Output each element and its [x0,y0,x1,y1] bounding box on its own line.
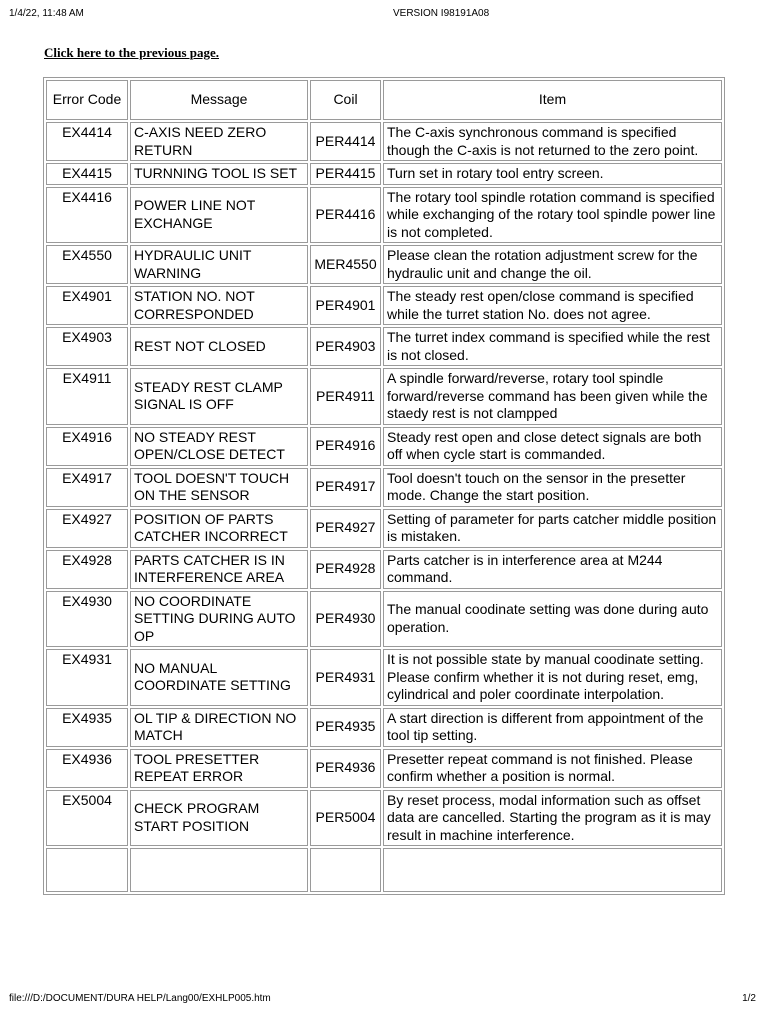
message-cell: REST NOT CLOSED [130,327,308,366]
error-code-cell: EX4928 [46,550,128,589]
coil-cell: PER4414 [310,122,381,161]
item-cell: Setting of parameter for parts catcher middle position is mistaken. [383,509,722,548]
table-row [46,749,722,788]
message-cell: NO MANUAL COORDINATE SETTING [130,649,308,706]
item-cell: The steady rest open/close command is specified while the turret station No. does not agree. [383,286,722,325]
item-cell: Steady rest open and close detect signals are both off when cycle start is commanded. [383,427,722,466]
table-row [46,368,722,425]
coil-cell: PER4931 [310,649,381,706]
item-cell: A start direction is different from appointment of the tool tip setting. [383,708,722,747]
error-table-container [43,77,725,987]
item-cell: The manual coodinate setting was done during auto operation. [383,591,722,648]
error-code-cell: EX5004 [46,790,128,847]
header-message: Message [130,80,308,120]
coil-cell: PER4415 [310,163,381,185]
table-row [46,468,722,507]
item-cell: The C-axis synchronous command is specified though the C-axis is not returned to the zero point. [383,122,722,161]
message-cell: STATION NO. NOT CORRESPONDED [130,286,308,325]
item-cell: Turn set in rotary tool entry screen. [383,163,722,185]
error-code-cell: EX4927 [46,509,128,548]
table-row [46,790,722,847]
print-header [9,8,756,22]
header-error-code: Error Code [46,80,128,120]
coil-cell: PER4916 [310,427,381,466]
message-cell: POSITION OF PARTS CATCHER INCORRECT [130,509,308,548]
table-row-continuation [46,848,722,892]
message-cell: TOOL PRESETTER REPEAT ERROR [130,749,308,788]
coil-cell: PER4911 [310,368,381,425]
error-code-cell: EX4911 [46,368,128,425]
page-number: 1/2 [742,993,756,1004]
message-cell: C-AXIS NEED ZERO RETURN [130,122,308,161]
error-code-cell: EX4916 [46,427,128,466]
file-path: file:///D:/DOCUMENT/DURA HELP/Lang00/EXHLP005.htm [9,993,271,1004]
message-cell: POWER LINE NOT EXCHANGE [130,187,308,244]
message-cell: STEADY REST CLAMP SIGNAL IS OFF [130,368,308,425]
coil-cell: PER4927 [310,509,381,548]
item-cell: It is not possible state by manual coodinate setting. Please confirm whether it is not during reset, emg, cylindrical and poler coordinate interpolation. [383,649,722,706]
error-code-cell: EX4550 [46,245,128,284]
coil-cell: PER4901 [310,286,381,325]
header-item: Item [383,80,722,120]
error-code-table [43,77,725,895]
table-row [46,327,722,366]
table-row [46,286,722,325]
table-row [46,427,722,466]
table-row [46,708,722,747]
item-cell: Parts catcher is in interference area at M244 command. [383,550,722,589]
coil-cell: PER4903 [310,327,381,366]
table-header-row [46,80,722,120]
table-row [46,649,722,706]
empty-cell [46,848,128,892]
coil-cell: PER4928 [310,550,381,589]
print-datetime: 1/4/22, 11:48 AM [9,8,84,19]
empty-cell [383,848,722,892]
empty-cell [130,848,308,892]
table-row [46,550,722,589]
item-cell: The rotary tool spindle rotation command is specified while exchanging of the rotary tool spindle power line is not completed. [383,187,722,244]
message-cell: CHECK PROGRAM START POSITION [130,790,308,847]
coil-cell: PER5004 [310,790,381,847]
message-cell: TURNNING TOOL IS SET [130,163,308,185]
item-cell: Tool doesn't touch on the sensor in the presetter mode. Change the start position. [383,468,722,507]
table-row [46,509,722,548]
coil-cell: PER4416 [310,187,381,244]
table-body [46,122,722,892]
table-row [46,122,722,161]
error-code-cell: EX4901 [46,286,128,325]
error-code-cell: EX4416 [46,187,128,244]
error-code-cell: EX4931 [46,649,128,706]
error-code-cell: EX4414 [46,122,128,161]
coil-cell: PER4935 [310,708,381,747]
message-cell: OL TIP & DIRECTION NO MATCH [130,708,308,747]
error-code-cell: EX4917 [46,468,128,507]
item-cell: The turret index command is specified while the rest is not closed. [383,327,722,366]
item-cell: By reset process, modal information such as offset data are cancelled. Starting the program as it is may result in machine interference. [383,790,722,847]
item-cell: A spindle forward/reverse, rotary tool spindle forward/reverse command has been given while the staedy rest is not clampped [383,368,722,425]
table-row [46,245,722,284]
table-row [46,187,722,244]
coil-cell: PER4917 [310,468,381,507]
error-code-cell: EX4903 [46,327,128,366]
error-code-cell: EX4415 [46,163,128,185]
coil-cell: MER4550 [310,245,381,284]
previous-page-link[interactable]: Click here to the previous page. [44,45,220,60]
error-code-cell: EX4935 [46,708,128,747]
message-cell: NO COORDINATE SETTING DURING AUTO OP [130,591,308,648]
message-cell: NO STEADY REST OPEN/CLOSE DETECT [130,427,308,466]
coil-cell: PER4930 [310,591,381,648]
table-row [46,163,722,185]
coil-cell: PER4936 [310,749,381,788]
empty-cell [310,848,381,892]
message-cell: HYDRAULIC UNIT WARNING [130,245,308,284]
header-coil: Coil [310,80,381,120]
message-cell: PARTS CATCHER IS IN INTERFERENCE AREA [130,550,308,589]
item-cell: Presetter repeat command is not finished. Please confirm whether a position is normal. [383,749,722,788]
message-cell: TOOL DOESN'T TOUCH ON THE SENSOR [130,468,308,507]
print-footer [9,993,756,1007]
version-label: VERSION I98191A08 [393,8,490,19]
error-code-cell: EX4936 [46,749,128,788]
item-cell: Please clean the rotation adjustment screw for the hydraulic unit and change the oil. [383,245,722,284]
table-row [46,591,722,648]
error-code-cell: EX4930 [46,591,128,648]
